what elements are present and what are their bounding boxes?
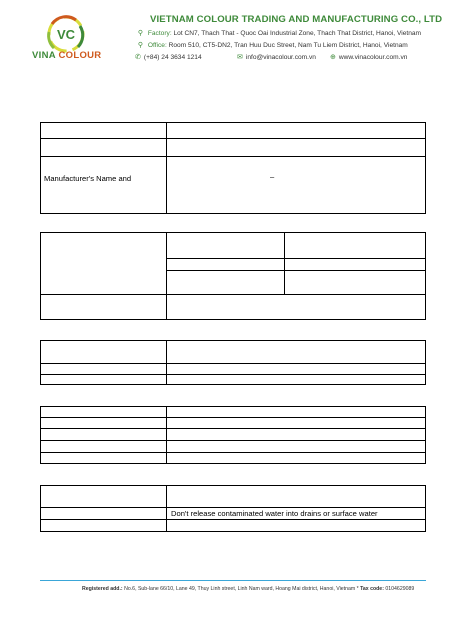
mail-icon: ✉ — [237, 54, 243, 61]
factory-address: Lot CN7, Thach That - Quoc Oai Industrial Zone, Thach That District, Hanoi, Vietnam — [173, 30, 422, 37]
phone-contact — [135, 53, 202, 61]
footer-tax-code: 0104629089 — [385, 586, 415, 592]
footer-reg-label: Registered add.: — [82, 586, 123, 592]
table2-row-divider — [40, 294, 426, 295]
email-contact[interactable] — [237, 53, 316, 61]
table4-row-divider — [40, 428, 426, 429]
table1-row-divider — [40, 138, 426, 139]
website-url[interactable]: www.vinacolour.com.vn — [338, 54, 408, 61]
globe-icon: ⊕ — [330, 54, 336, 61]
table5-row-divider — [40, 519, 426, 520]
factory-address-line — [135, 29, 421, 37]
website-contact[interactable] — [330, 53, 407, 61]
footer-divider — [40, 580, 426, 582]
table2-column-divider — [284, 232, 285, 294]
location-pin-icon: ⚲ — [137, 42, 144, 49]
table3-row-divider — [40, 363, 426, 364]
table5-row-divider — [40, 507, 426, 508]
phone-number: (+84) 24 3634 1214 — [143, 54, 202, 61]
footer-tax-label: Tax code: — [360, 586, 384, 592]
company-name: VIETNAM COLOUR TRADING AND MANUFACTURING CO., LTD — [150, 14, 443, 25]
table3-row-divider — [40, 374, 426, 375]
table2-row-divider — [166, 258, 426, 259]
location-pin-icon: ⚲ — [137, 30, 144, 37]
phone-icon: ✆ — [135, 54, 141, 61]
office-address: Room 510, CT5-DN2, Tran Huu Duc Street, Nam Tu Liem District, Hanoi, Vietnam — [168, 42, 408, 49]
hazard-identification-table — [40, 232, 426, 320]
environmental-precaution-text: Don't release contaminated water into drains or surface water — [171, 509, 378, 518]
logo-initials: VC — [56, 27, 76, 42]
product-identification-table — [40, 122, 426, 214]
table4-row-divider — [40, 417, 426, 418]
table1-row-divider — [40, 156, 426, 157]
logo-word-colour: COLOUR — [58, 50, 102, 61]
table4-row-divider — [40, 452, 426, 453]
logo-wordmark — [32, 50, 101, 61]
manufacturer-name-value: – — [270, 172, 275, 181]
manufacturer-name-label: Manufacturer's Name and — [44, 174, 132, 183]
office-address-line — [135, 41, 408, 49]
table2-row-divider — [166, 270, 426, 271]
office-label: Office: — [147, 42, 167, 49]
table4-row-divider — [40, 440, 426, 441]
footer-registration — [82, 586, 414, 592]
logo-word-vina: VINA — [32, 50, 56, 61]
email-address[interactable]: info@vinacolour.com.vn — [245, 54, 316, 61]
table1-column-divider — [166, 122, 167, 214]
first-aid-table — [40, 406, 426, 464]
table4-column-divider — [166, 406, 167, 464]
table5-column-divider — [166, 485, 167, 532]
footer-reg-address: No.6, Sub-lane 66/10, Lane 49, Thuy Linh street, Linh Nam ward, Hoang Mai district, Hanoi, Vietnam * — [124, 586, 359, 592]
table2-column-divider — [166, 232, 167, 320]
factory-label: Factory: — [147, 30, 172, 37]
